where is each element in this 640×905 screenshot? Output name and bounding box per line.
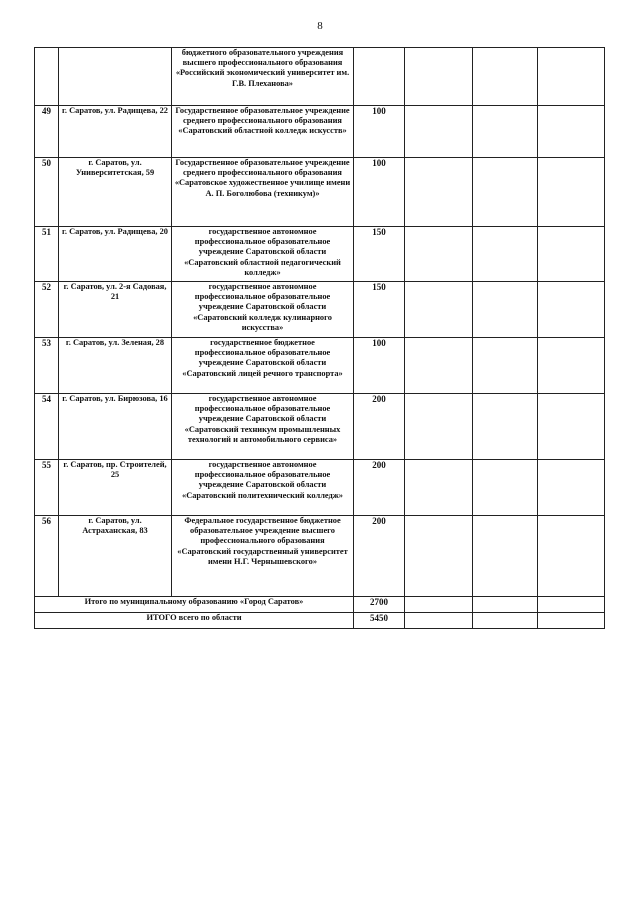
- municipal-total-label: Итого по муниципальному образованию «Город Саратов»: [35, 597, 354, 613]
- table-row: [35, 282, 605, 338]
- row-organization: Государственное образовательное учреждение среднего профессионального образования «Саратовское художественное училище имени А. П. Боголюбова (техникум)»: [172, 158, 354, 227]
- empty-cell: [473, 282, 538, 338]
- grand-total-row: [35, 613, 605, 629]
- table-body: [35, 48, 605, 629]
- facilities-table: [34, 47, 605, 629]
- table-row: [35, 158, 605, 227]
- empty-cell: [405, 227, 473, 282]
- table-row: [35, 460, 605, 516]
- empty-cell: [405, 597, 473, 613]
- empty-cell: [405, 613, 473, 629]
- row-number: 50: [35, 158, 59, 227]
- empty-cell: [473, 516, 538, 597]
- row-organization: государственное автономное профессиональное образовательное учреждение Саратовской области «Саратовский колледж кулинарного искусства»: [172, 282, 354, 338]
- row-number: 53: [35, 338, 59, 394]
- empty-cell: [405, 338, 473, 394]
- row-address: г. Саратов, ул. Университетская, 59: [59, 158, 172, 227]
- row-address: г. Саратов, ул. Бирюзова, 16: [59, 394, 172, 460]
- row-organization: Государственное образовательное учреждение среднего профессионального образования «Саратовский областной колледж искусств»: [172, 106, 354, 158]
- municipal-total-row: [35, 597, 605, 613]
- empty-cell: [405, 394, 473, 460]
- empty-cell: [405, 158, 473, 227]
- empty-cell: [538, 597, 605, 613]
- row-number: 55: [35, 460, 59, 516]
- empty-cell: [405, 282, 473, 338]
- row-address: г. Саратов, ул. Радищева, 22: [59, 106, 172, 158]
- grand-total-label: ИТОГО всего по области: [35, 613, 354, 629]
- municipal-total-quantity: 2700: [354, 597, 405, 613]
- row-address: [59, 48, 172, 106]
- table-row: [35, 48, 605, 106]
- empty-cell: [405, 460, 473, 516]
- empty-cell: [538, 158, 605, 227]
- row-quantity: 150: [354, 282, 405, 338]
- row-quantity: 200: [354, 516, 405, 597]
- grand-total-quantity: 5450: [354, 613, 405, 629]
- row-quantity: 100: [354, 158, 405, 227]
- row-quantity: 200: [354, 460, 405, 516]
- row-quantity: [354, 48, 405, 106]
- empty-cell: [473, 106, 538, 158]
- row-quantity: 150: [354, 227, 405, 282]
- row-address: г. Саратов, ул. Астраханская, 83: [59, 516, 172, 597]
- row-organization: государственное автономное профессиональное образовательное учреждение Саратовской области «Саратовский техникум промышленных технологий и автомобильного сервиса»: [172, 394, 354, 460]
- row-number: 54: [35, 394, 59, 460]
- empty-cell: [538, 338, 605, 394]
- row-organization: бюджетного образовательного учреждения высшего профессионального образования «Российский экономический университет им. Г.В. Плеханова»: [172, 48, 354, 106]
- table-row: [35, 394, 605, 460]
- empty-cell: [473, 227, 538, 282]
- empty-cell: [473, 48, 538, 106]
- empty-cell: [473, 158, 538, 227]
- empty-cell: [405, 106, 473, 158]
- row-organization: государственное автономное профессиональное образовательное учреждение Саратовской области «Саратовский областной педагогический колледж»: [172, 227, 354, 282]
- row-address: г. Саратов, ул. 2-я Садовая, 21: [59, 282, 172, 338]
- row-quantity: 100: [354, 338, 405, 394]
- empty-cell: [473, 338, 538, 394]
- empty-cell: [473, 597, 538, 613]
- table-row: [35, 106, 605, 158]
- row-address: г. Саратов, ул. Радищева, 20: [59, 227, 172, 282]
- empty-cell: [538, 48, 605, 106]
- row-number: 51: [35, 227, 59, 282]
- row-address: г. Саратов, пр. Строителей, 25: [59, 460, 172, 516]
- empty-cell: [405, 516, 473, 597]
- row-number: [35, 48, 59, 106]
- row-number: 49: [35, 106, 59, 158]
- empty-cell: [473, 394, 538, 460]
- row-organization: государственное бюджетное профессиональное образовательное учреждение Саратовской области «Саратовский лицей речного транспорта»: [172, 338, 354, 394]
- empty-cell: [538, 460, 605, 516]
- empty-cell: [473, 460, 538, 516]
- table-row: [35, 227, 605, 282]
- row-number: 52: [35, 282, 59, 338]
- table-row: [35, 516, 605, 597]
- empty-cell: [405, 48, 473, 106]
- row-quantity: 100: [354, 106, 405, 158]
- page-number: 8: [317, 20, 323, 32]
- empty-cell: [538, 227, 605, 282]
- row-organization: государственное автономное профессиональное образовательное учреждение Саратовской области «Саратовский политехнический колледж»: [172, 460, 354, 516]
- empty-cell: [538, 613, 605, 629]
- row-organization: Федеральное государственное бюджетное образовательное учреждение высшего профессионального образования «Саратовский государственный университет имени Н.Г. Чернышевского»: [172, 516, 354, 597]
- empty-cell: [538, 106, 605, 158]
- empty-cell: [538, 282, 605, 338]
- row-number: 56: [35, 516, 59, 597]
- empty-cell: [538, 394, 605, 460]
- empty-cell: [473, 613, 538, 629]
- table-row: [35, 338, 605, 394]
- row-quantity: 200: [354, 394, 405, 460]
- row-address: г. Саратов, ул. Зеленая, 28: [59, 338, 172, 394]
- empty-cell: [538, 516, 605, 597]
